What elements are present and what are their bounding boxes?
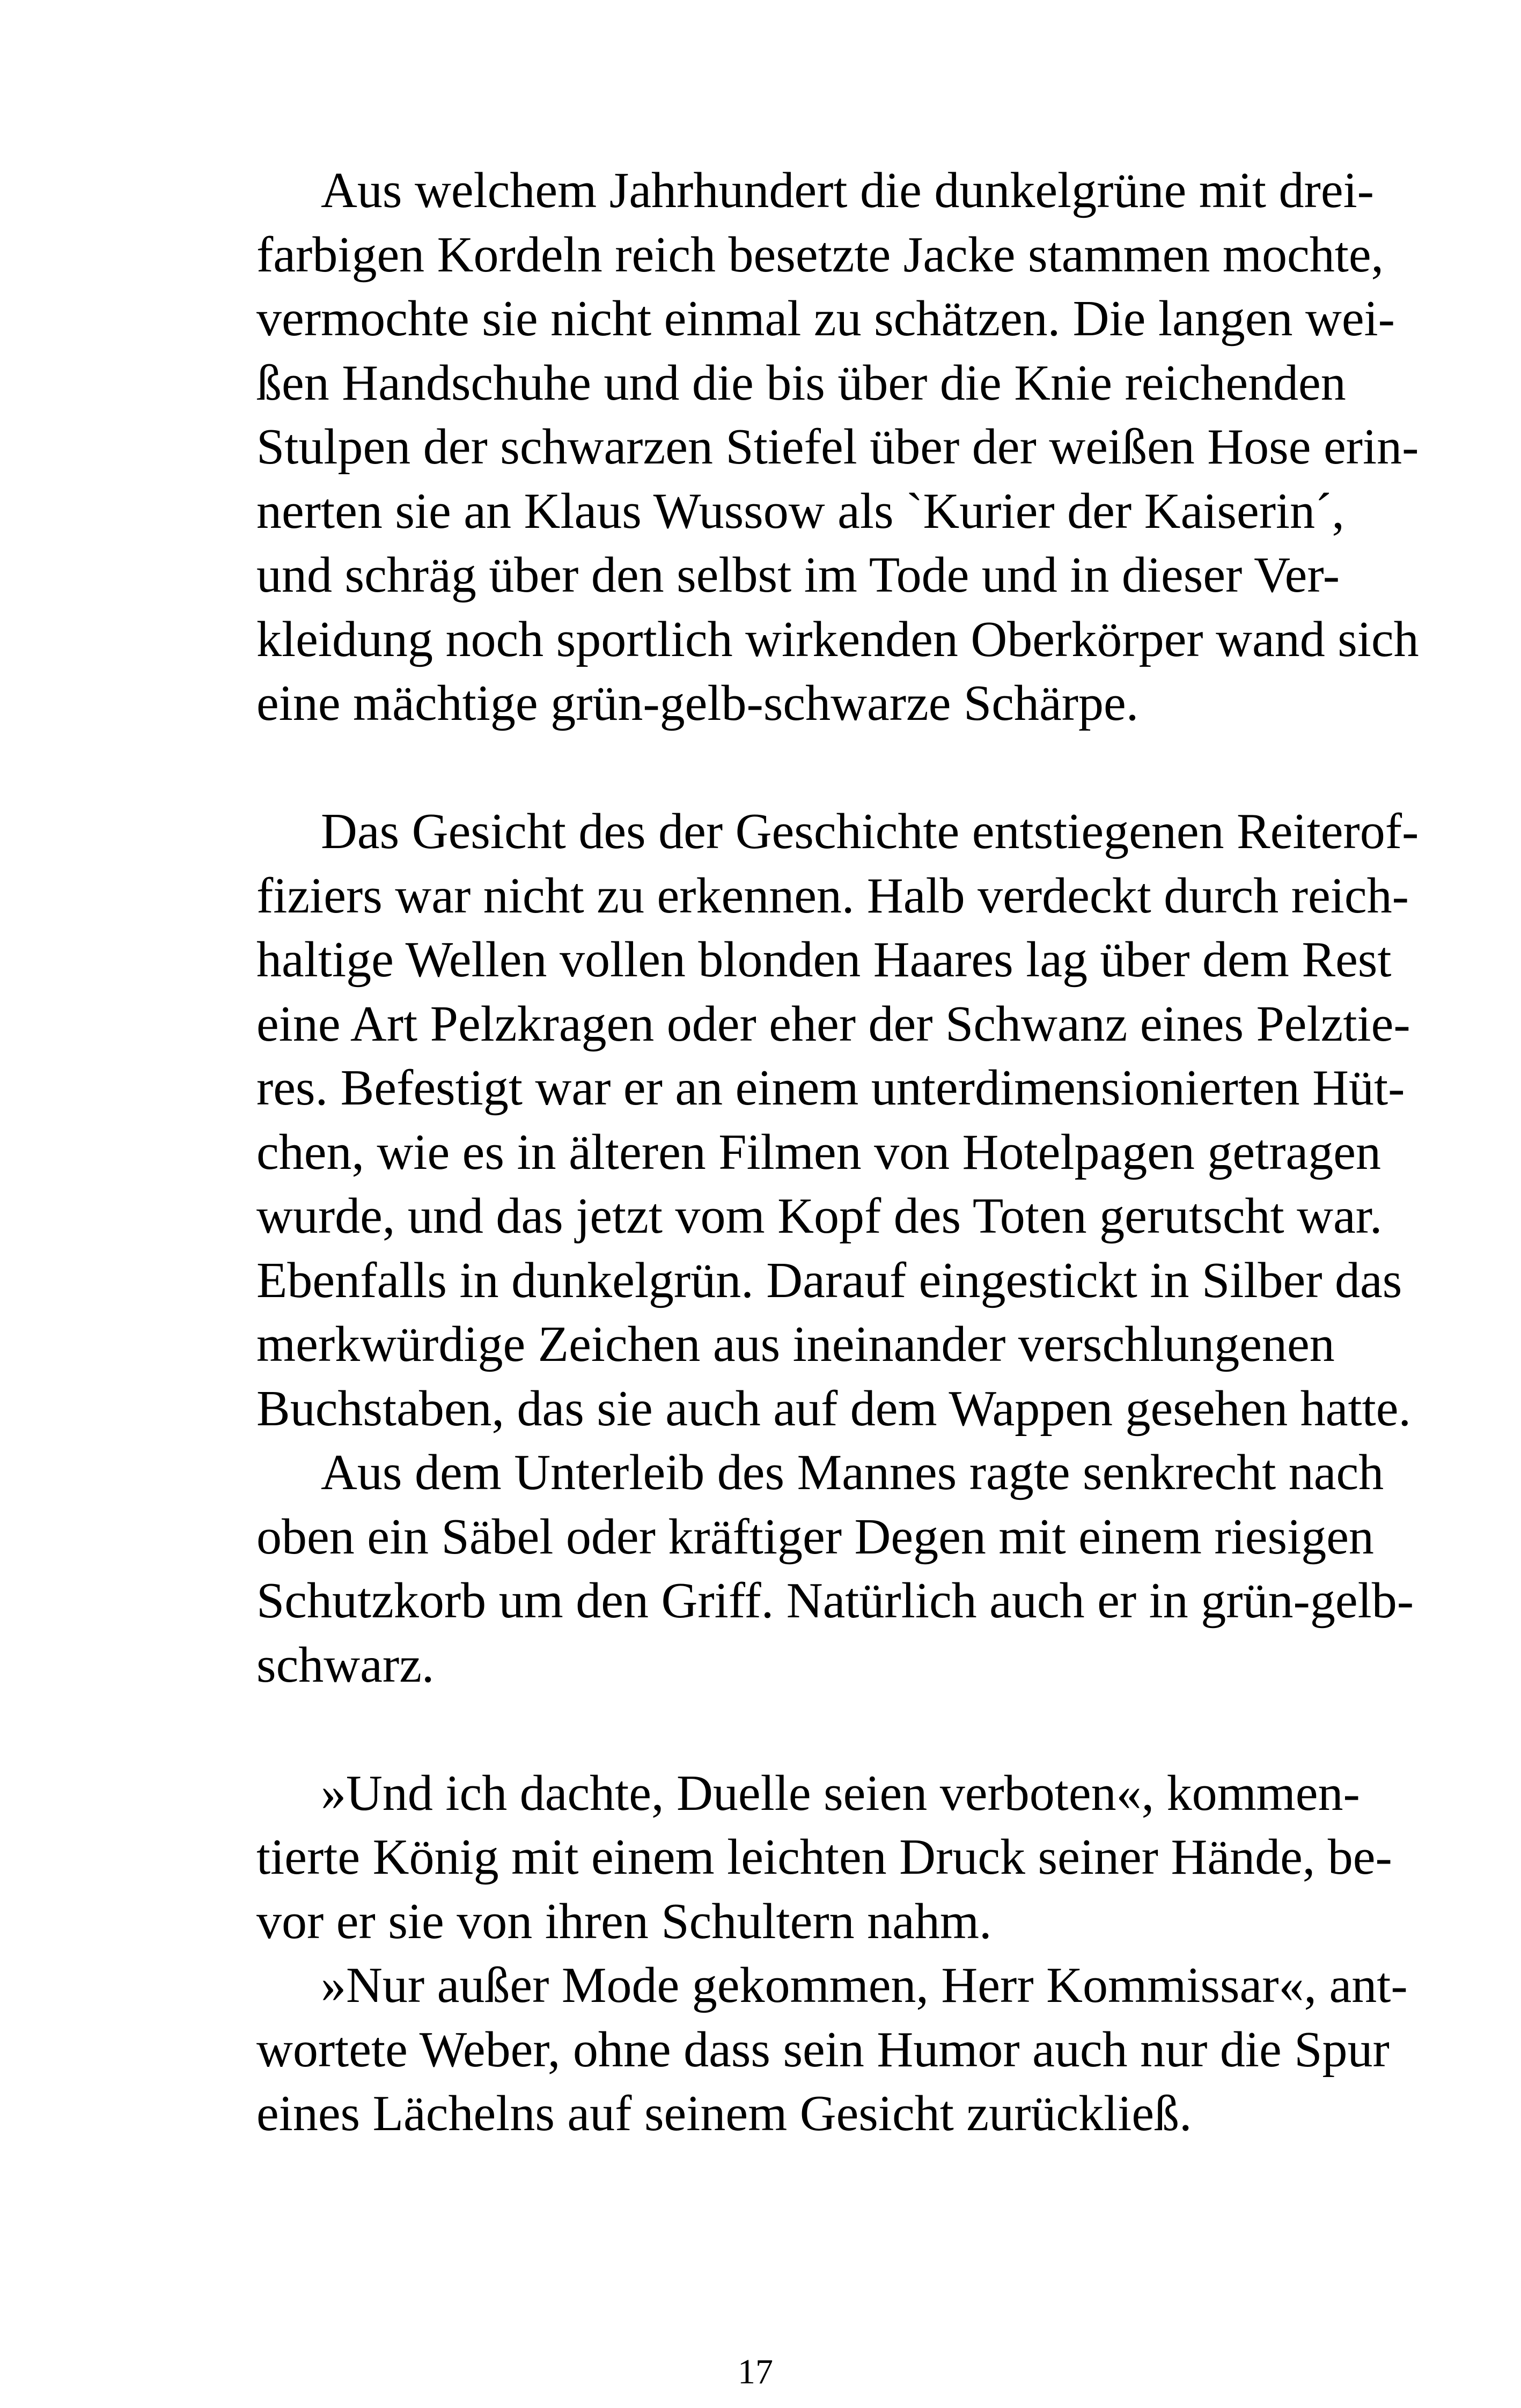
paragraph-4	[192, 1762, 1392, 1954]
paragraph-break	[192, 1697, 1319, 1762]
text-line: fiziers war nicht zu erkennen. Halb verdeckt durch reich-	[256, 867, 1409, 924]
text-line: und schräg über den selbst im Tode und in dieser Ver-	[256, 547, 1340, 603]
text-line: »Und ich dachte, Duelle seien verboten«, kommen-	[321, 1765, 1360, 1821]
text-line: eine Art Pelzkragen oder eher der Schwanz eines Pelztie-	[256, 996, 1410, 1052]
paragraph-5	[192, 1954, 1408, 2146]
text-line: vor er sie von ihren Schultern nahm.	[256, 1893, 992, 1949]
text-line: nerten sie an Klaus Wussow als `Kurier der Kaiserin´,	[256, 483, 1344, 539]
text-line: eines Lächelns auf seinem Gesicht zurückließ.	[256, 2086, 1192, 2141]
paragraph-break	[192, 736, 1319, 800]
text-line: merkwürdige Zeichen aus ineinander verschlungenen	[256, 1316, 1335, 1372]
book-page	[192, 159, 1419, 2391]
text-line: tierte König mit einem leichten Druck seiner Hände, be-	[256, 1829, 1392, 1885]
page-number: 17	[738, 2352, 773, 2391]
text-line: kleidung noch sportlich wirkenden Oberkörper wand sich	[256, 611, 1419, 667]
text-line: oben ein Säbel oder kräftiger Degen mit einem riesigen	[256, 1508, 1374, 1565]
text-line: wurde, und das jetzt vom Kopf des Toten gerutscht war.	[256, 1188, 1383, 1244]
text-line: wortete Weber, ohne dass sein Humor auch nur die Spur	[256, 2021, 1390, 2078]
text-line: »Nur außer Mode gekommen, Herr Kommissar«, ant-	[321, 1957, 1408, 2013]
paragraph-3	[192, 1441, 1414, 1697]
text-line: Buchstaben, das sie auch auf dem Wappen gesehen hatte.	[256, 1380, 1411, 1437]
text-line: ßen Handschuhe und die bis über die Knie reichenden	[256, 355, 1346, 411]
paragraph-2	[192, 800, 1419, 1441]
text-line: vermochte sie nicht einmal zu schätzen. Die langen wei-	[256, 291, 1395, 347]
text-line: eine mächtige grün-gelb-schwarze Schärpe.	[256, 675, 1139, 731]
body-text	[192, 159, 1419, 2146]
paragraph-1	[192, 159, 1419, 736]
text-line: Aus welchem Jahrhundert die dunkelgrüne mit drei-	[321, 163, 1374, 218]
text-line: schwarz.	[256, 1637, 435, 1693]
text-line: chen, wie es in älteren Filmen von Hotelpagen getragen	[256, 1124, 1381, 1180]
text-line: Das Gesicht des der Geschichte entstiegenen Reiterof-	[321, 804, 1419, 859]
text-line: farbigen Kordeln reich besetzte Jacke stammen mochte,	[256, 226, 1384, 283]
text-line: haltige Wellen vollen blonden Haares lag über dem Rest	[256, 932, 1392, 988]
text-line: Stulpen der schwarzen Stiefel über der weißen Hose erin-	[256, 419, 1419, 475]
text-line: Aus dem Unterleib des Mannes ragte senkrecht nach	[321, 1445, 1384, 1500]
text-line: res. Befestigt war er an einem unterdimensionierten Hüt-	[256, 1060, 1405, 1116]
text-line: Ebenfalls in dunkelgrün. Darauf eingestickt in Silber das	[256, 1252, 1402, 1308]
text-line: Schutzkorb um den Griff. Natürlich auch er in grün-gelb-	[256, 1573, 1414, 1629]
